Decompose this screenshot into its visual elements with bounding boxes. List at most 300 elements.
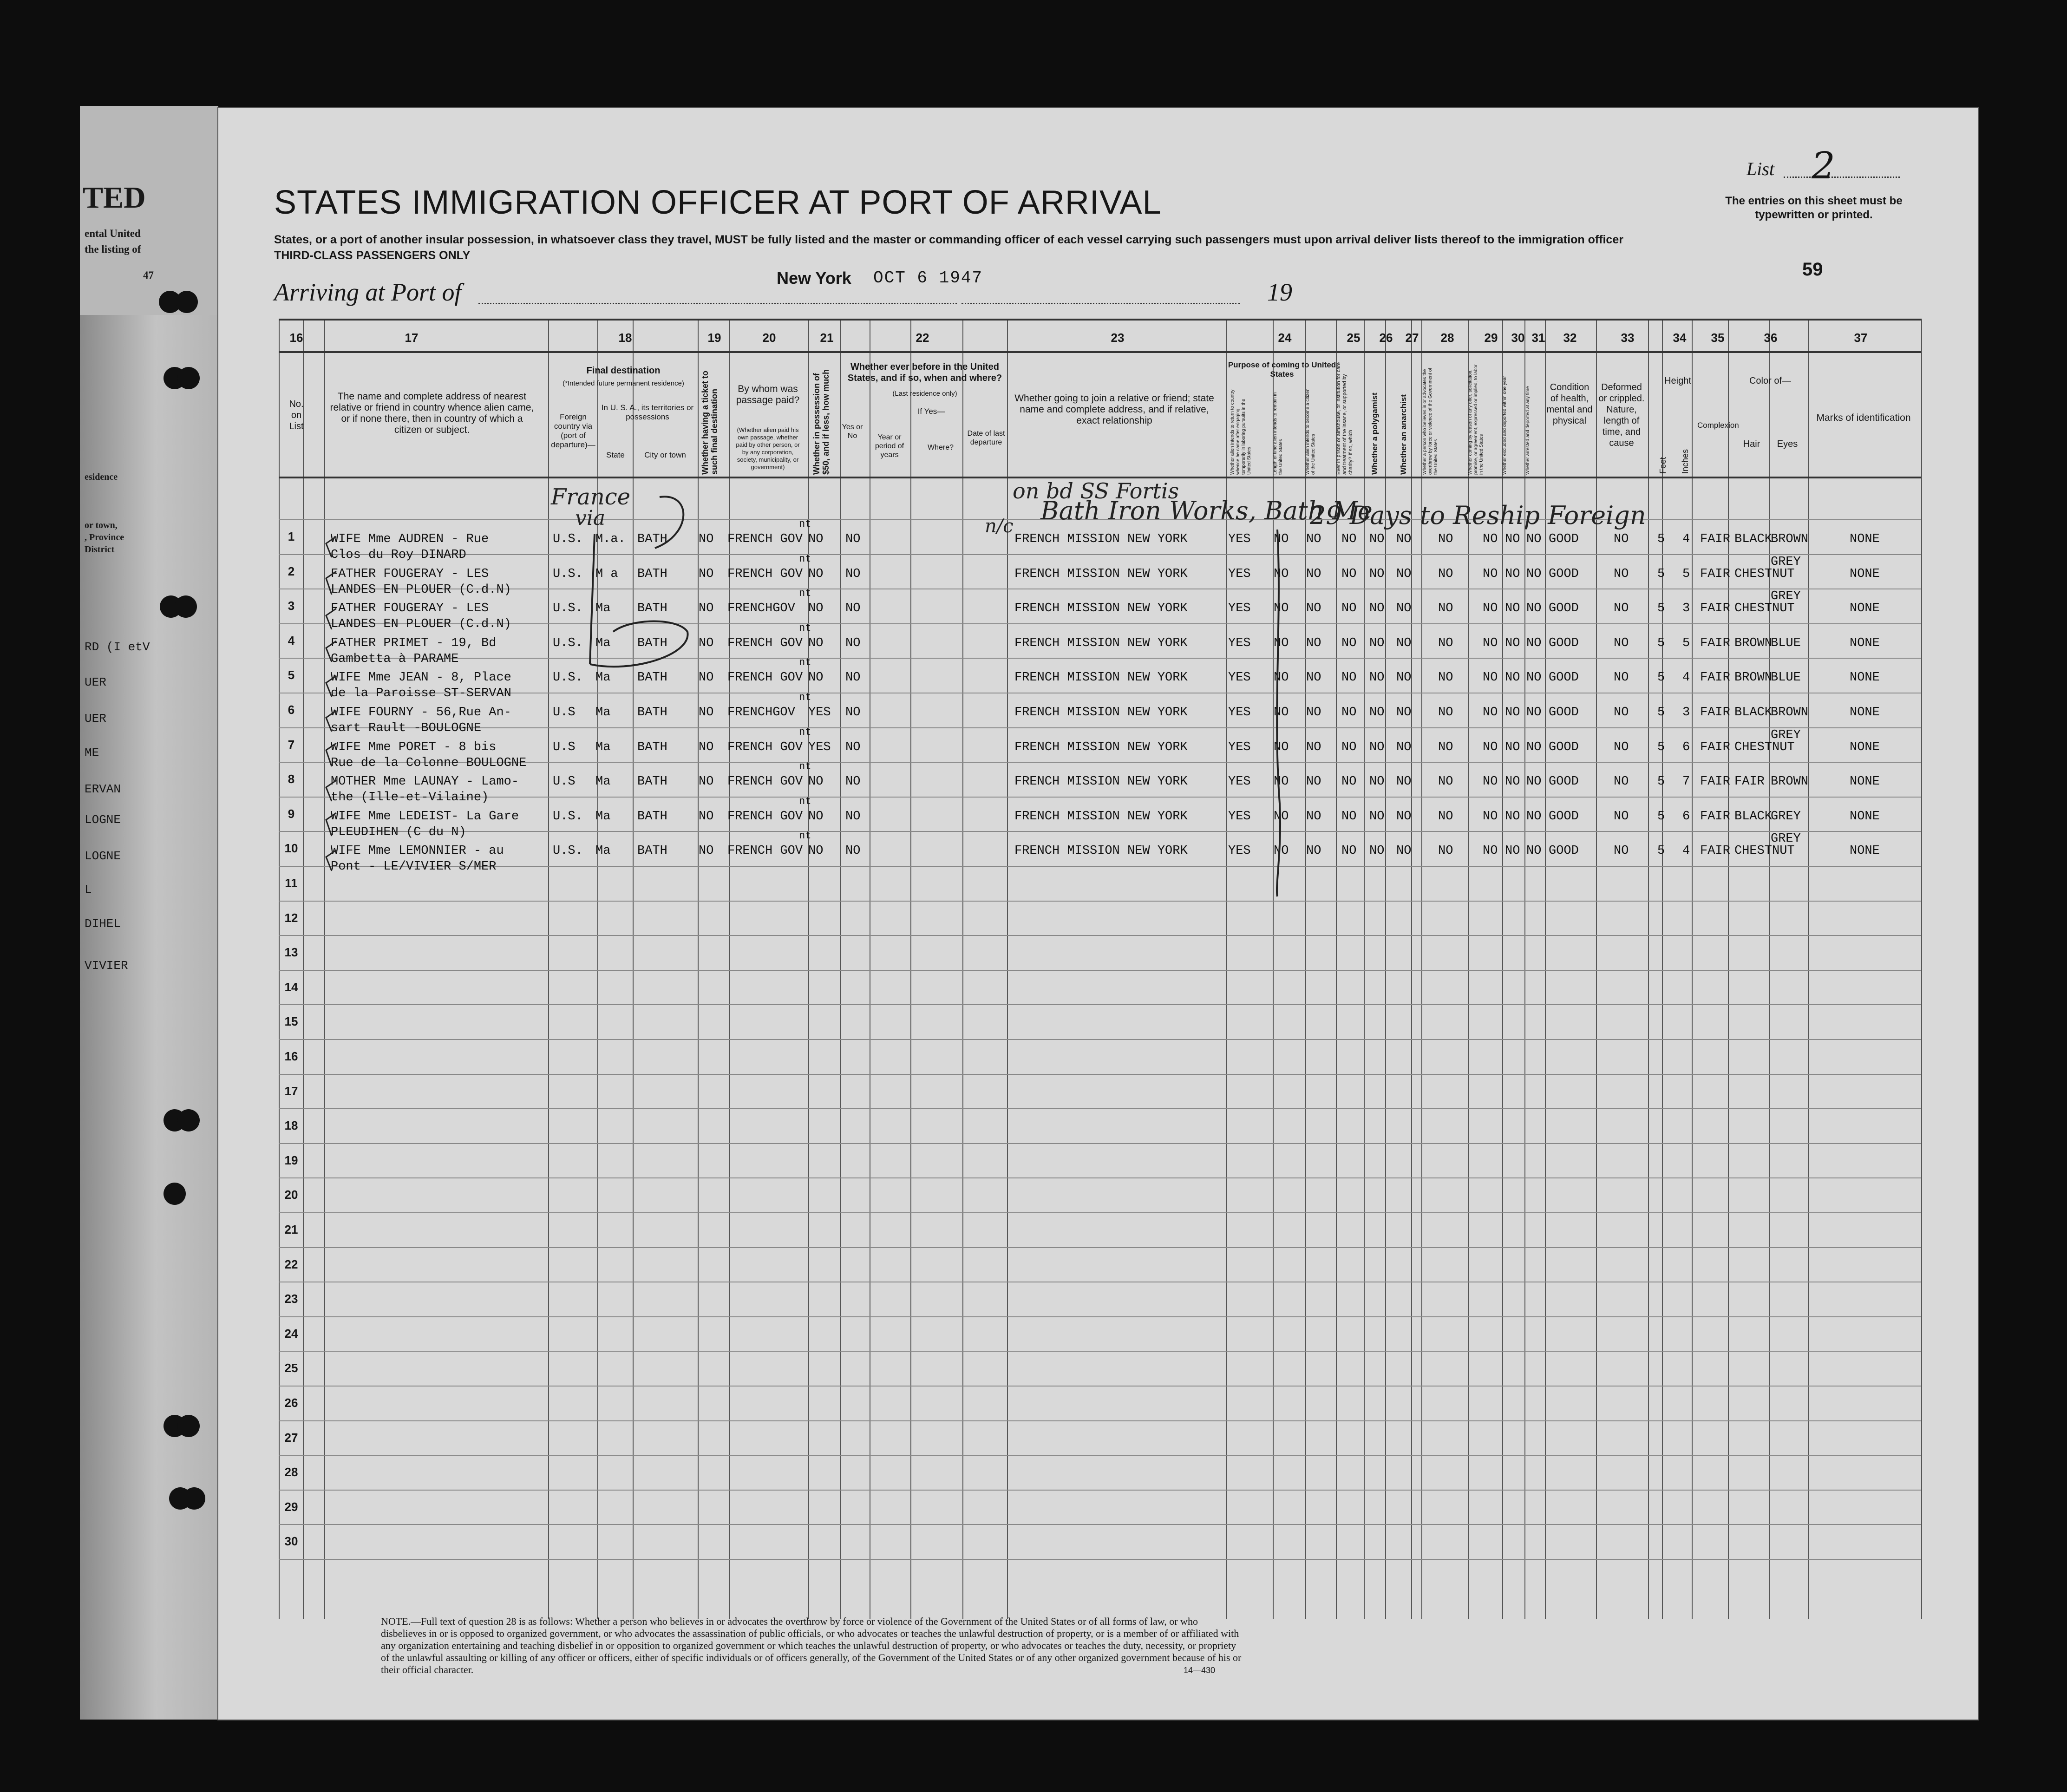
cell-q31: NO [1526,567,1542,581]
column-number: 30 [1511,331,1525,345]
cell-ticket: NO [699,775,714,789]
cell-ticket: NO [699,532,714,546]
header-passage-paid-sub: (Whether alien paid his own passage, whether paid by other person, or by any corporation, society, municipality, or government) [736,426,800,471]
column-rule [324,319,325,1619]
header-city: City or town [644,451,686,459]
cell-eyes: BROWN [1771,532,1809,546]
cell-feet: 5 [1657,810,1665,824]
cell-health: GOOD [1549,636,1579,650]
cell-deformed: NO [1614,671,1629,685]
cell-ticket: NO [699,706,714,719]
cell-eyes: BROWN [1771,775,1809,789]
cell-health: GOOD [1549,706,1579,719]
header-color-of: Color of— [1749,376,1792,386]
cell-ticket: NO [699,602,714,615]
column-number: 19 [707,331,721,345]
cell-eyes: GREY [1771,832,1801,846]
cell-deformed: NO [1614,844,1629,858]
row-number: 19 [284,1153,298,1167]
row-number: 6 [288,703,295,717]
cell-deformed: NO [1614,810,1629,824]
cell-paid: FRENCH GOV [727,844,803,858]
column-number: 27 [1405,331,1419,345]
cell-rel2: Pont - LE/VIVIER S/MER [331,860,497,874]
cell-deformed: NO [1614,636,1629,650]
cell-p-b: NO [1274,740,1289,754]
cell-rel1: MOTHER Mme LAUNAY - Lamo- [331,775,519,789]
punch-hole [164,1183,186,1205]
header-q30: Whether excluded and deported within one year [1502,376,1507,475]
cell-paid-sup: nt [799,588,811,599]
cell-via: U.S. [553,602,583,615]
column-number: 21 [820,331,834,345]
cell-p-a: YES [1228,775,1251,789]
punch-hole [177,1415,200,1437]
cell-paid-sup: nt [799,796,811,807]
cell-join: FRENCH MISSION NEW YORK [1014,844,1188,858]
stub-row: ERVAN [85,782,121,796]
cell-city: BATH [637,740,667,754]
cell-marks: NONE [1850,602,1880,615]
cell-ever: NO [845,844,861,858]
column-number: 26 [1379,331,1393,345]
cell-complexion: FAIR [1700,775,1730,789]
row-rule [279,1074,1921,1075]
cell-ticket: NO [699,740,714,754]
cell-marks: NONE [1850,567,1880,581]
row-number: 8 [288,772,295,786]
cell-money: NO [808,810,824,824]
cell-paid: FRENCH GOV [727,671,803,685]
header-anarchist: Whether an anarchist [1399,394,1408,475]
header-instructions: States, or a port of another insular possession, in whatsoever class they travel, MUST be fully listed and the master or commanding officer of each vessel carrying such passengers must upon arrival deliver lists thereof to the immigration officer [274,233,1623,246]
cell-q25: NO [1341,775,1357,789]
cell-health: GOOD [1549,844,1579,858]
cell-p-a: YES [1228,671,1251,685]
header-q29: Whether coming by reason of any offer, solicitation, promise, or agreement, expressed or implied, to labor in the United States [1468,364,1484,475]
footnote-question-28: NOTE.—Full text of question 28 is as follows: Whether a person who believes in or advocates the overthrow by force or violence of the Government of the United States or of all forms of law, or who disbelieves in or is opposed to organized government, or who advocates the assassination of public officials, or who advocates or teaches the unlawful destruction of property, or is a member of or affiliated with any organization entertaining and teaching disbelief in or opposition to organized government or which teaches the unlawful destruction of property, or who advocates or teaches the duty, necessity, or propriety of the unlawful assaulting or killing of any officer or officers, either of specific individuals or of officers generally, of the Government of the United States or of any other organized government because of his or their official character. [381,1615,1242,1675]
header-health: Condition of health, mental and physical [1546,382,1593,426]
row-number: 26 [284,1396,298,1410]
cell-q27: NO [1396,775,1412,789]
stub-line: ental United [85,228,141,239]
cell-inches: 5 [1682,567,1690,581]
cell-q30: NO [1505,740,1520,754]
header-prison: Ever in prison or almshouse, or institution for care and treatment of the insane, or supported by charity? If so, which [1336,362,1354,475]
cell-city: BATH [637,567,667,581]
cell-p-b: NO [1274,775,1289,789]
cell-complexion: FAIR [1700,740,1730,754]
stub-row: UER [85,712,106,726]
cell-hair: BLACK [1734,532,1773,546]
cell-q29: NO [1483,844,1498,858]
cell-p-a: YES [1228,706,1251,719]
handwritten-bracket-curve [539,478,697,674]
cell-state: Ma [595,844,611,858]
cell-paid-sup: nt [799,657,811,668]
cell-marks: NONE [1850,706,1880,719]
cell-q25: NO [1341,636,1357,650]
header-year-period: Year or period of years [875,433,904,459]
cell-health: GOOD [1549,671,1579,685]
cell-paid-sup: nt [799,726,811,738]
cell-join: FRENCH MISSION NEW YORK [1014,532,1188,546]
row-number: 15 [284,1014,298,1028]
cell-hair: CHESTNUT [1734,567,1795,581]
cell-eyes: BLUE [1771,636,1801,650]
row-number: 9 [288,807,295,821]
column-number: 36 [1764,331,1778,345]
stub-row: UER [85,675,106,689]
row-number: 12 [284,911,298,925]
cell-hair: CHESTNUT [1734,602,1795,615]
cell-q28: NO [1438,671,1453,685]
cell-paid-sup: nt [799,553,811,565]
row-rule [279,1039,1921,1040]
cell-join: FRENCH MISSION NEW YORK [1014,740,1188,754]
row-rule [279,1386,1921,1387]
cell-rel2: PLEUDIHEN (C du N) [331,825,466,839]
cell-p-a: YES [1228,810,1251,824]
left-page-stub [80,106,218,1720]
stub-residence-header: , Province [85,532,124,543]
cell-rel2: Gambetta à PARAME [331,652,459,666]
cell-marks: NONE [1850,532,1880,546]
cell-rel2: the (Ille-et-Vilaine) [331,791,489,804]
cell-via: U.S. [553,532,583,546]
cell-state: Ma [595,602,611,615]
column-number: 35 [1711,331,1725,345]
header-where: Where? [927,444,954,451]
cell-via: U.S [553,706,576,719]
column-rule [1921,319,1922,1619]
header-class-note: THIRD-CLASS PASSENGERS ONLY [274,249,471,262]
cell-feet: 5 [1657,671,1665,685]
cell-money: NO [808,602,824,615]
port-dotted-line [478,303,957,304]
stub-row: RD (I etV [85,640,150,654]
column-rule [698,319,699,1619]
header-q28: Whether a person who believes in or advocates the overthrow by force or violence of the Government of the United States [1422,367,1439,475]
cell-q25: NO [1341,602,1357,615]
header-eyes: Eyes [1777,439,1798,449]
cell-p-a: YES [1228,602,1251,615]
header-height: Height [1664,376,1691,386]
cell-p-c: NO [1306,844,1321,858]
column-number: 33 [1621,331,1635,345]
cell-ever: NO [845,740,861,754]
cell-join: FRENCH MISSION NEW YORK [1014,567,1188,581]
date-stamp: OCT 6 1947 [873,268,983,288]
cell-marks: NONE [1850,810,1880,824]
cell-join: FRENCH MISSION NEW YORK [1014,810,1188,824]
cell-via: U.S. [553,636,583,650]
row-number: 11 [285,876,298,890]
cell-paid-sup: nt [799,692,811,703]
handwritten-france: France [551,484,631,510]
cell-q28: NO [1438,775,1453,789]
row-rule [279,901,1921,902]
cell-p-c: NO [1306,706,1321,719]
handwritten-on-bd-fortis: on bd SS Fortis [1013,478,1179,504]
cell-q30: NO [1505,706,1520,719]
header-deformed: Deformed or crippled. Nature, length of time, and cause [1598,382,1645,448]
cell-money: NO [808,671,824,685]
column-rule [840,319,841,1619]
cell-paid-sup: nt [799,761,811,772]
handwritten-ditto-line [1259,525,1296,906]
stub-residence-header: or town, [85,520,118,530]
cell-hair: BLACK [1734,706,1773,719]
header-polygamist: Whether a polygamist [1370,392,1379,475]
cell-hair: CHESTNUT [1734,740,1795,754]
cell-q28: NO [1438,532,1453,546]
column-rule [1728,319,1729,1619]
cell-q29: NO [1483,532,1498,546]
year-prefix: 19 [1267,278,1292,306]
cell-p-b: NO [1274,706,1289,719]
cell-eyes: BLUE [1771,671,1801,685]
cell-state: Ma [595,636,611,650]
cell-ticket: NO [699,844,714,858]
row-rule [279,319,1921,320]
row-number: 22 [284,1257,298,1271]
cell-state: Ma [595,810,611,824]
cell-q31: NO [1526,844,1542,858]
cell-paid: FRENCHGOV [727,706,795,719]
column-number: 25 [1347,331,1361,345]
cell-ever: NO [845,532,861,546]
header-if-yes: If Yes— [917,407,945,416]
cell-inches: 4 [1682,532,1690,546]
handwritten-nc: n/c [985,516,1014,537]
cell-health: GOOD [1549,740,1579,754]
cell-rel2: de la Paroisse ST-SERVAN [331,687,511,700]
cell-eyes: GREY [1771,728,1801,742]
column-rule [1648,319,1649,1619]
cell-ever: NO [845,567,861,581]
cell-q31: NO [1526,532,1542,546]
cell-q29: NO [1483,775,1498,789]
list-dotted-line [1784,177,1900,178]
cell-city: BATH [637,775,667,789]
column-number: 24 [1278,331,1292,345]
stub-row: L [85,883,92,896]
column-number: 20 [762,331,776,345]
column-rule [729,319,730,1619]
manifest-page [218,108,1978,1720]
cell-ticket: NO [699,567,714,581]
cell-q25: NO [1341,740,1357,754]
handwritten-left-brackets [322,534,341,887]
cell-deformed: NO [1614,775,1629,789]
cell-paid: FRENCHGOV [727,602,795,615]
header-foreign-country: Foreign country via (port of departure)— [551,412,595,449]
cell-ticket: NO [699,636,714,650]
row-number: 21 [284,1223,298,1236]
handwritten-29-days: 29 Days to Reship Foreign [1310,501,1646,530]
handwritten-bath-iron-works: Bath Iron Works, Bath Me [1040,496,1373,525]
cell-inches: 3 [1682,602,1690,615]
cell-p-a: YES [1228,567,1251,581]
row-rule [279,1559,1921,1560]
cell-city: BATH [637,671,667,685]
cell-ever: NO [845,706,861,719]
cell-rel1: WIFE Mme LEDEIST- La Gare [331,810,519,824]
cell-p-c: NO [1306,810,1321,824]
header-purpose-b: Length of time alien intends to remain in the United States [1273,392,1283,475]
header-purpose: Purpose of coming to United States [1228,360,1336,379]
column-number: 16 [289,331,303,345]
cell-inches: 3 [1682,706,1690,719]
row-rule [279,935,1921,936]
cell-q31: NO [1526,602,1542,615]
port-name: New York [777,268,851,288]
row-rule [279,1420,1921,1421]
column-number: 23 [1111,331,1125,345]
column-number: 31 [1531,331,1545,345]
cell-state: Ma [595,775,611,789]
column-number: 18 [618,331,632,345]
row-rule [279,1316,1921,1317]
row-number: 20 [284,1188,298,1202]
cell-money: NO [808,636,824,650]
cell-join: FRENCH MISSION NEW YORK [1014,602,1188,615]
column-rule [1769,319,1770,1619]
cell-hair: FAIR [1734,775,1765,789]
cell-q31: NO [1526,636,1542,650]
row-number: 4 [288,634,295,647]
row-number: 7 [288,738,295,752]
row-number: 30 [284,1534,298,1548]
cell-deformed: NO [1614,567,1629,581]
stub-row: DIHEL [85,917,121,931]
row-rule [279,727,1921,728]
cell-p-b: NO [1274,671,1289,685]
cell-q26: NO [1369,671,1385,685]
page-number: 59 [1802,259,1823,280]
cell-p-b: NO [1274,844,1289,858]
stub-line: 47 [143,269,154,281]
cell-q27: NO [1396,706,1412,719]
cell-p-a: YES [1228,636,1251,650]
header-no-on-list: No. on List [289,399,304,432]
cell-join: FRENCH MISSION NEW YORK [1014,775,1188,789]
cell-hair: BROWN [1734,636,1773,650]
column-number: 34 [1673,331,1687,345]
cell-feet: 5 [1657,844,1665,858]
row-number: 27 [284,1431,298,1445]
row-rule [279,1177,1921,1178]
cell-paid: FRENCH GOV [727,775,803,789]
cell-q26: NO [1369,775,1385,789]
cell-p-b: NO [1274,532,1289,546]
cell-paid: FRENCH GOV [727,810,803,824]
cell-marks: NONE [1850,740,1880,754]
cell-p-c: NO [1306,567,1321,581]
punch-hole [183,1487,205,1510]
row-rule [279,1108,1921,1109]
cell-q30: NO [1505,775,1520,789]
cell-complexion: FAIR [1700,567,1730,581]
column-number: 37 [1854,331,1868,345]
cell-q26: NO [1369,810,1385,824]
row-rule [279,831,1921,832]
cell-q25: NO [1341,671,1357,685]
cell-city: BATH [637,636,667,650]
cell-deformed: NO [1614,532,1629,546]
cell-q27: NO [1396,636,1412,650]
header-complexion: Complexion [1697,421,1739,430]
cell-complexion: FAIR [1700,671,1730,685]
cell-q27: NO [1396,671,1412,685]
header-final-destination-sub: (*Intended future permanent residence) [563,379,684,387]
cell-q29: NO [1483,740,1498,754]
header-passage-paid: By whom was passage paid? [736,384,800,405]
cell-p-c: NO [1306,740,1321,754]
cell-via: U.S. [553,810,583,824]
column-rule [1808,319,1809,1619]
cell-rel2: Rue de la Colonne BOULOGNE [331,756,527,770]
cell-feet: 5 [1657,532,1665,546]
cell-rel1: WIFE Mme LEMONNIER - au [331,844,504,858]
cell-state: Ma [595,671,611,685]
cell-money: YES [808,706,831,719]
cell-rel1: FATHER PRIMET - 19, Bd [331,636,497,650]
cell-deformed: NO [1614,602,1629,615]
cell-q26: NO [1369,706,1385,719]
cell-state: M a [595,567,618,581]
cell-rel2: LANDES EN PLOUER (C.d.N) [331,583,511,597]
row-rule [279,1524,1921,1525]
cell-money: NO [808,844,824,858]
cell-p-a: YES [1228,740,1251,754]
cell-join: FRENCH MISSION NEW YORK [1014,636,1188,650]
cell-complexion: FAIR [1700,532,1730,546]
cell-paid: FRENCH GOV [727,532,803,546]
punch-hole [177,367,200,389]
column-rule [910,319,911,1619]
column-rule [962,319,963,1619]
cell-eyes: BROWN [1771,706,1809,719]
cell-marks: NONE [1850,636,1880,650]
cell-city: BATH [637,810,667,824]
cell-rel1: WIFE Mme AUDREN - Rue [331,532,489,546]
cell-paid: FRENCH GOV [727,636,803,650]
row-number: 1 [288,530,295,543]
cell-complexion: FAIR [1700,602,1730,615]
cell-ever: NO [845,602,861,615]
cell-join: FRENCH MISSION NEW YORK [1014,706,1188,719]
cell-via: U.S. [553,844,583,858]
header-in-usa: In U. S. A., its territories or possessions [601,403,694,421]
cell-q26: NO [1369,602,1385,615]
cell-p-b: NO [1274,567,1289,581]
cell-feet: 5 [1657,567,1665,581]
cell-paid-sup: nt [799,830,811,842]
cell-rel1: FATHER FOUGERAY - LES [331,567,489,581]
cell-p-b: NO [1274,810,1289,824]
column-rule [279,319,280,1619]
cell-p-c: NO [1306,602,1321,615]
stub-row: LOGNE [85,849,121,863]
column-number: 22 [916,331,929,345]
cell-q26: NO [1369,636,1385,650]
cell-q25: NO [1341,810,1357,824]
column-number: 17 [405,331,419,345]
header-state: State [606,451,625,459]
cell-ticket: NO [699,810,714,824]
